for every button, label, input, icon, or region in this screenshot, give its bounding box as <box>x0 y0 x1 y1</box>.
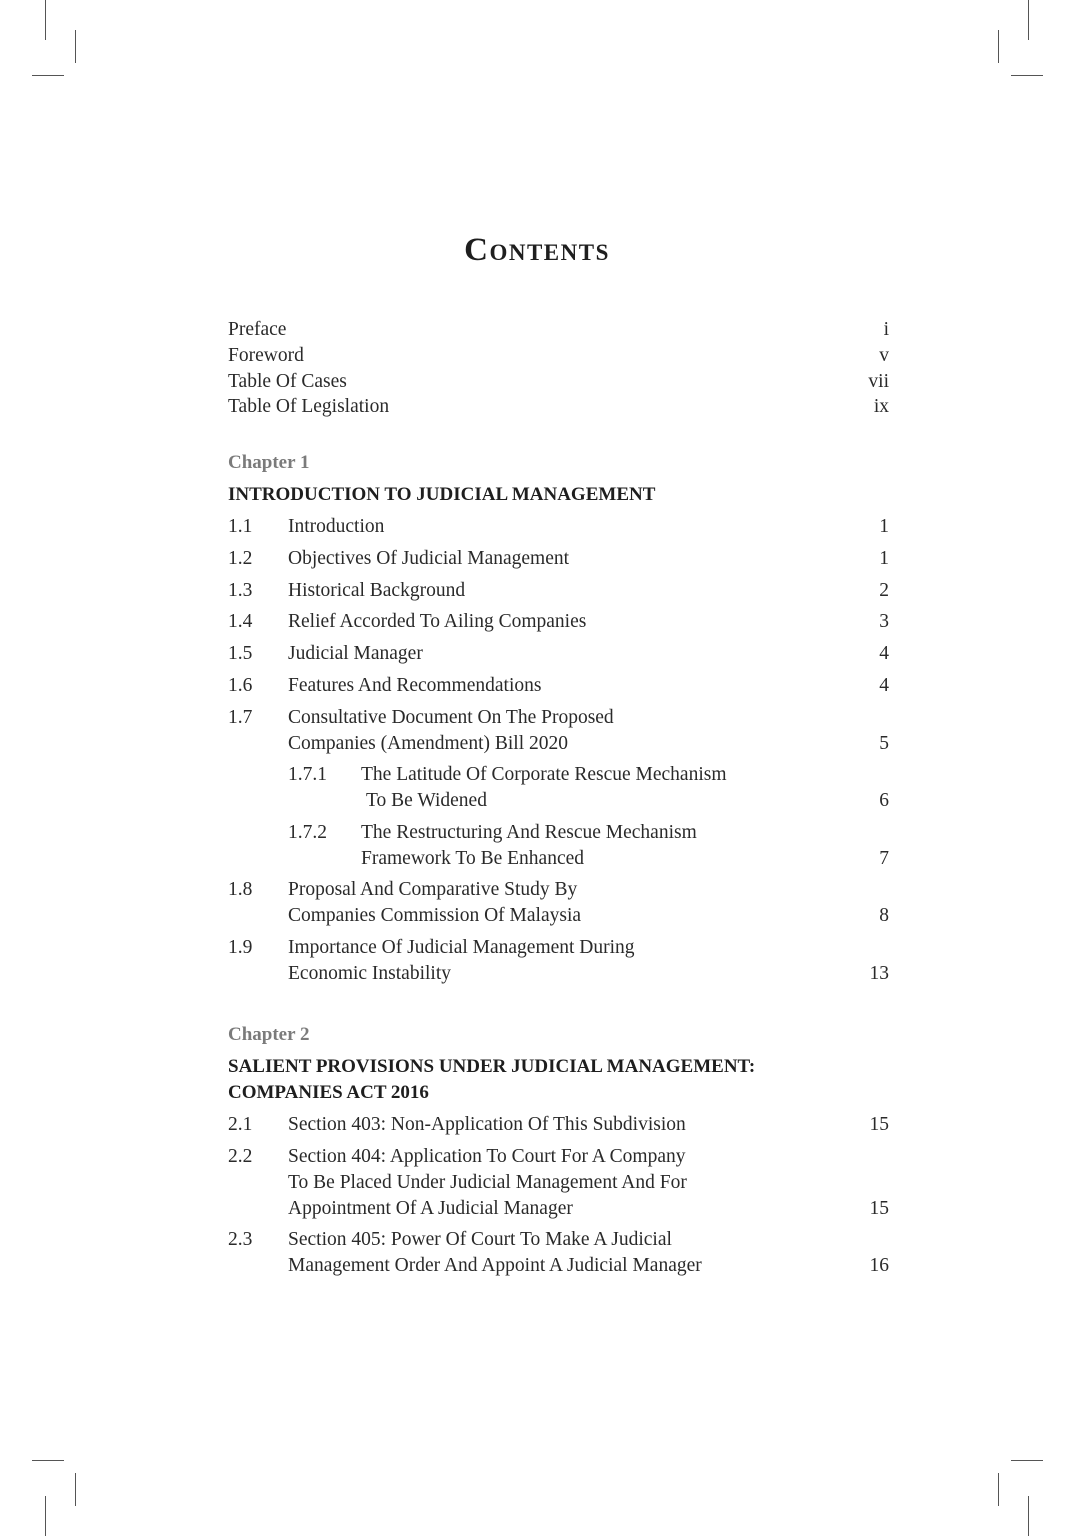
toc-entry-label: Table Of Cases <box>228 371 347 392</box>
toc-entry-number: 1.5 <box>228 643 253 664</box>
toc-entry-label: Features And Recommendations <box>288 675 542 696</box>
crop-mark <box>998 30 999 63</box>
toc-entry-number: 2.1 <box>228 1114 253 1135</box>
toc-entry-page: vii <box>868 371 889 392</box>
toc-entry-label: Importance Of Judicial Management During Economic Instability <box>288 937 635 984</box>
crop-mark <box>1028 0 1029 40</box>
toc-entry-number: 1.2 <box>228 548 253 569</box>
toc-entry-number: 1.7 <box>228 707 253 728</box>
toc-entry-label: Historical Background <box>288 580 466 601</box>
page-title: Contents <box>464 232 610 268</box>
toc-entry-page: 4 <box>879 675 889 696</box>
chapter-title: SALIENT PROVISIONS UNDER JUDICIAL MANAGEMENT: COMPANIES ACT 2016 <box>228 1056 756 1103</box>
toc-entry-number: 2.3 <box>228 1229 253 1250</box>
crop-mark <box>1011 75 1043 76</box>
toc-entry-label: The Latitude Of Corporate Rescue Mechanism To Be Widened <box>361 764 727 811</box>
toc-entry-page: i <box>883 319 889 340</box>
toc-entry-label: Relief Accorded To Ailing Companies <box>288 611 587 632</box>
toc-entry-page: 8 <box>879 905 889 926</box>
crop-mark <box>998 1473 999 1506</box>
crop-mark <box>75 30 76 63</box>
toc-entry-number: 1.7.2 <box>288 822 327 843</box>
toc-entry-label: Objectives Of Judicial Management <box>288 548 570 569</box>
crop-mark <box>1028 1496 1029 1536</box>
toc-entry-label: The Restructuring And Rescue Mechanism Framework To Be Enhanced <box>361 822 697 869</box>
crop-mark <box>32 75 64 76</box>
crop-mark <box>45 1496 46 1536</box>
toc-entry-label: Preface <box>228 319 287 340</box>
toc-entry-number: 2.2 <box>228 1146 253 1167</box>
crop-mark <box>45 0 46 40</box>
toc-entry-label: Judicial Manager <box>288 643 423 664</box>
toc-entry-number: 1.7.1 <box>288 764 327 785</box>
toc-entry-page: 4 <box>879 643 889 664</box>
toc-entry-page: 16 <box>869 1255 889 1276</box>
toc-entry-page: 5 <box>879 733 889 754</box>
toc-entry-label: Introduction <box>288 516 385 537</box>
crop-mark <box>75 1473 76 1506</box>
toc-entry-number: 1.6 <box>228 675 253 696</box>
toc-entry-label: Section 405: Power Of Court To Make A Judicial Management Order And Appoint A Judicial Manager <box>288 1229 702 1276</box>
toc-entry-page: ix <box>873 396 889 417</box>
toc-entry-number: 1.8 <box>228 879 253 900</box>
toc-entry-page: 15 <box>869 1114 889 1135</box>
toc-entry-label: Consultative Document On The Proposed Companies (Amendment) Bill 2020 <box>288 707 614 754</box>
toc-entry-page: 1 <box>879 548 889 569</box>
toc-entry-number: 1.9 <box>228 937 253 958</box>
chapter-label: Chapter 1 <box>228 452 310 473</box>
chapter-title: INTRODUCTION TO JUDICIAL MANAGEMENT <box>228 484 656 505</box>
toc-entry-number: 1.4 <box>228 611 253 632</box>
toc-entry-number: 1.1 <box>228 516 253 537</box>
toc-entry-label: Foreword <box>228 345 304 366</box>
toc-entry-page: v <box>879 345 889 366</box>
toc-entry-page: 2 <box>879 580 889 601</box>
toc-entry-label: Table Of Legislation <box>228 396 390 417</box>
toc-entry-page: 13 <box>869 963 889 984</box>
toc-entry-label: Section 403: Non-Application Of This Subdivision <box>288 1114 686 1135</box>
toc-entry-page: 15 <box>869 1198 889 1219</box>
toc-entry-label: Proposal And Comparative Study By Companies Commission Of Malaysia <box>288 879 582 926</box>
toc-entry-page: 1 <box>879 516 889 537</box>
toc-entry-page: 3 <box>879 611 889 632</box>
toc-entry-number: 1.3 <box>228 580 253 601</box>
toc-entry-page: 7 <box>879 848 889 869</box>
chapter-label: Chapter 2 <box>228 1024 310 1045</box>
toc-entry-label: Section 404: Application To Court For A Company To Be Placed Under Judicial Management And For Appointment Of A Judicial Manager <box>288 1146 687 1219</box>
toc-entry-page: 6 <box>879 790 889 811</box>
crop-mark <box>1011 1460 1043 1461</box>
crop-mark <box>32 1460 64 1461</box>
